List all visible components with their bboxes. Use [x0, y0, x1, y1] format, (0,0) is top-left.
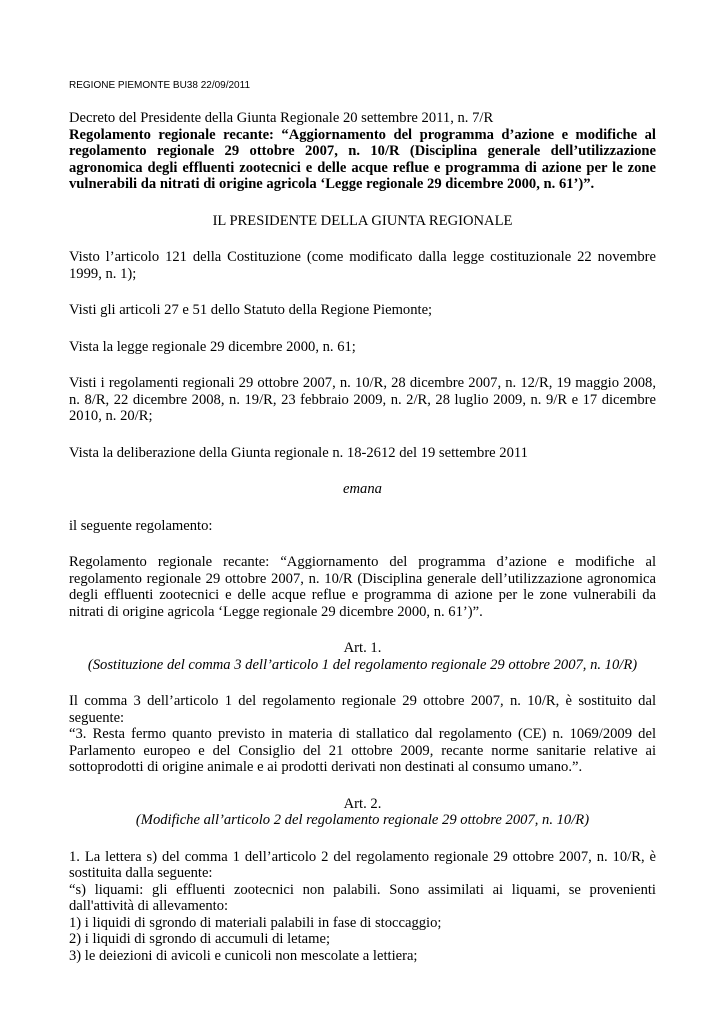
article-2-item: 1) i liquidi di sgrondo di materiali palabili in fase di stoccaggio;: [69, 914, 442, 931]
recital-deliberation: Vista la deliberazione della Giunta regionale n. 18-2612 del 19 settembre 2011: [69, 444, 528, 461]
decree-title: Decreto del Presidente della Giunta Regionale 20 settembre 2011, n. 7/R: [69, 110, 494, 126]
regulation-title: Regolamento regionale recante: “Aggiornamento del programma d’azione e modifiche al regolamento regionale 29 ottobre 2007, n. 10/R (Disciplina generale dell’utilizzazione agronomica degli effluenti zootecnici e delle acque reflue e programma di azione per le zone vulnerabili da nitrati di origine agricola ‘Legge regionale 29 dicembre 2000, n. 61’)”.: [69, 554, 656, 620]
article-2-intro: 1. La lettera s) del comma 1 dell’articolo 2 del regolamento regionale 29 ottobre 2007, n. 10/R, è sostituita dalla seguente:: [69, 848, 656, 881]
emana-text: emana: [343, 481, 382, 497]
article-1: [69, 640, 656, 776]
document-page: [69, 80, 656, 964]
article-2-number: Art. 2.: [343, 795, 382, 812]
article-2-subtitle: (Modifiche all’articolo 2 del regolamento regionale 29 ottobre 2007, n. 10/R): [135, 812, 590, 828]
decree-subject: Regolamento regionale recante: “Aggiornamento del programma d’azione e modifiche al regolamento regionale 29 ottobre 2007, n. 10/R (Disciplina generale dell’utilizzazione agronomica degli effluenti zootecnici e delle acque reflue e programma di azione per le zone vulnerabili da nitrati di origine agricola ‘Legge regionale 29 dicembre 2000, n. 61’)”.: [69, 126, 656, 192]
recital-constitution: Visto l’articolo 121 della Costituzione (come modificato dalla legge costituzionale 22 novembre 1999, n. 1);: [69, 249, 656, 282]
recital-statute: Visti gli articoli 27 e 51 dello Statuto della Regione Piemonte;: [69, 302, 433, 318]
bulletin-header: REGIONE PIEMONTE BU38 22/09/2011: [69, 80, 251, 91]
recital-regulations: Visti i regolamenti regionali 29 ottobre 2007, n. 10/R, 28 dicembre 2007, n. 12/R, 19 maggio 2008, n. 8/R, 22 dicembre 2008, n. 19/R, 23 febbraio 2009, n. 2/R, 28 luglio 2009, n. 9/R e 17 dicembre 2010, n. 20/R;: [69, 375, 656, 424]
recital-regional-law: Vista la legge regionale 29 dicembre 2000, n. 61;: [69, 338, 356, 355]
article-2-item: 2) i liquidi di sgrondo di accumuli di letame;: [69, 931, 331, 947]
article-2-text: “s) liquami: gli effluenti zootecnici non palabili. Sono assimilati ai liquami, se provenienti dall'attività di allevamento:: [69, 881, 656, 914]
decree-title-block: [69, 110, 656, 193]
article-1-intro: Il comma 3 dell’articolo 1 del regolamento regionale 29 ottobre 2007, n. 10/R, è sostituito dal seguente:: [69, 693, 656, 726]
president-heading: IL PRESIDENTE DELLA GIUNTA REGIONALE: [212, 212, 513, 229]
article-1-subtitle: (Sostituzione del comma 3 dell’articolo 1 del regolamento regionale 29 ottobre 2007, n. 10/R): [87, 656, 638, 673]
following-regulation-text: il seguente regolamento:: [69, 517, 213, 534]
article-1-text: “3. Resta fermo quanto previsto in materia di stallatico dal regolamento (CE) n. 1069/2009 del Parlamento europeo e del Consiglio del 21 ottobre 2009, recante norme sanitarie relative ai sottoprodotti di origine animale e ai prodotti derivati non destinati al consumo umano.”.: [69, 726, 656, 775]
article-2: [69, 796, 656, 965]
article-2-item: 3) le deiezioni di avicoli e cunicoli non mescolate a lettiera;: [69, 947, 418, 964]
article-1-number: Art. 1.: [343, 640, 382, 656]
